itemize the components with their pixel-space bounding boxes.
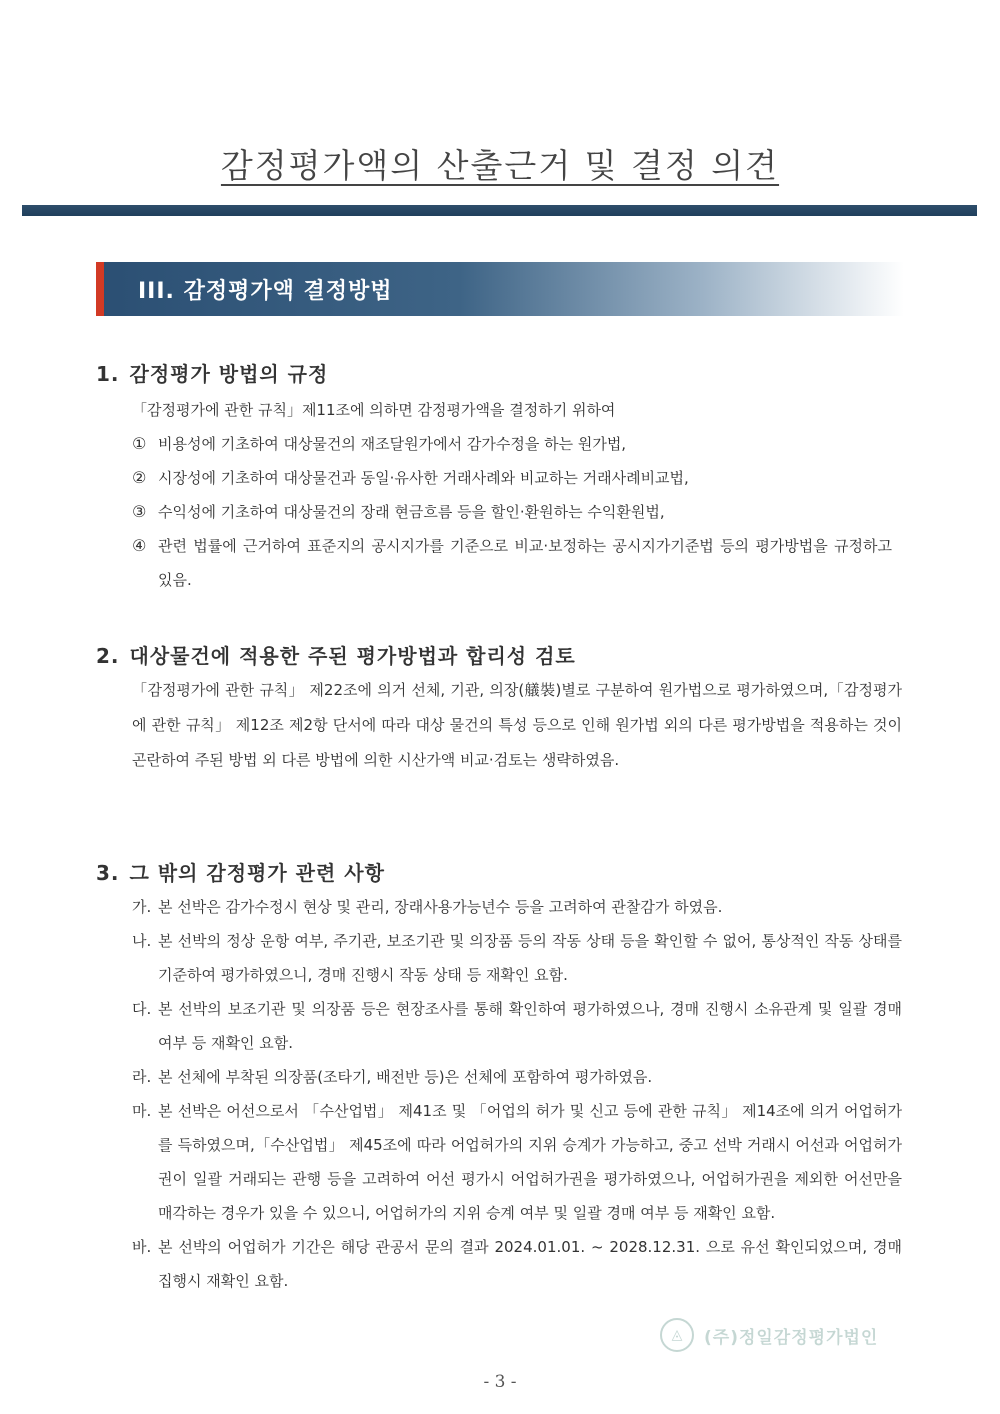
list-item	[132, 529, 892, 597]
list-item-text: 수익성에 기초하여 대상물건의 장래 현금흐름 등을 할인·환원하는 수익환원법,	[158, 503, 665, 521]
list-item	[132, 495, 892, 529]
list-item-text: 비용성에 기초하여 대상물건의 재조달원가에서 감가수정을 하는 원가법,	[158, 435, 627, 453]
section2-body	[132, 673, 902, 778]
section2-heading	[96, 640, 576, 669]
section-banner-title: III. 감정평가액 결정방법	[138, 279, 393, 304]
list-item-text: 본 선박의 어업허가 기간은 해당 관공서 문의 결과 2024.01.01. ~ 2028.12.31. 으로 유선 확인되었으며, 경매 집행시 재확인 요함.	[158, 1238, 902, 1290]
section2-title: 대상물건에 적용한 주된 평가방법과 합리성 검토	[129, 644, 576, 668]
company-watermark	[660, 1318, 878, 1352]
banner-accent-bar	[96, 262, 104, 316]
list-marker: 마.	[132, 1102, 152, 1120]
list-item-text: 본 선체에 부착된 의장품(조타기, 배전반 등)은 선체에 포함하여 평가하였음.	[158, 1068, 653, 1086]
list-marker: 라.	[132, 1068, 152, 1086]
list-marker: 가.	[132, 898, 152, 916]
list-item	[132, 992, 902, 1060]
section1-number: 1.	[96, 362, 120, 386]
list-marker: 나.	[132, 932, 152, 950]
list-marker: ④	[132, 536, 147, 555]
company-watermark-name: (주)정일감정평가법인	[704, 1327, 879, 1348]
title-divider	[22, 205, 977, 216]
list-item	[132, 1094, 902, 1230]
list-item-text: 본 선박은 감가수정시 현상 및 관리, 장래사용가능년수 등을 고려하여 관찰감가 하였음.	[158, 898, 723, 916]
list-marker: 다.	[132, 1000, 152, 1018]
list-item-text: 관련 법률에 근거하여 표준지의 공시지가를 기준으로 비교·보정하는 공시지가기준법 등의 평가방법을 규정하고 있음.	[158, 537, 892, 589]
page-number: - 3 -	[483, 1372, 517, 1392]
list-marker: 바.	[132, 1238, 152, 1256]
company-logo-icon: ◬	[660, 1318, 694, 1352]
list-item-text: 본 선박의 정상 운항 여부, 주기관, 보조기관 및 의장품 등의 작동 상태 등을 확인할 수 없어, 통상적인 작동 상태를 기준하여 평가하였으니, 경매 진행시 작동 상태 등 재확인 요함.	[158, 932, 902, 984]
document-title: 감정평가액의 산출근거 및 결정 의견	[220, 146, 780, 185]
section1-title: 감정평가 방법의 규정	[129, 362, 329, 386]
list-item-text: 시장성에 기초하여 대상물건과 동일·유사한 거래사례와 비교하는 거래사례비교법,	[158, 469, 689, 487]
section3-list	[132, 890, 902, 1298]
section3-number: 3.	[96, 861, 120, 885]
list-item	[132, 924, 902, 992]
section-banner	[96, 262, 904, 316]
section1-list	[132, 427, 892, 597]
section1-intro-text: 「감정평가에 관한 규칙」제11조에 의하면 감정평가액을 결정하기 위하여	[132, 401, 616, 419]
section2-number: 2.	[96, 644, 120, 668]
section1-heading	[96, 358, 328, 387]
list-marker: ②	[132, 468, 147, 487]
list-item	[132, 427, 892, 461]
section2-paragraph: 「감정평가에 관한 규칙」 제22조에 의거 선체, 기관, 의장(艤裝)별로 구분하여 원가법으로 평가하였으며,「감정평가에 관한 규칙」 제12조 제2항 단서에 따라 대상 물건의 특성 등으로 인해 원가법 외의 다른 평가방법을 적용하는 것이 곤란하여 주된 방법 외 다른 방법에 의한 시산가액 비교·검토는 생략하였음.	[132, 681, 902, 769]
list-item	[132, 1060, 902, 1094]
list-item-text: 본 선박은 어선으로서 「수산업법」 제41조 및 「어업의 허가 및 신고 등에 관한 규칙」 제14조에 의거 어업허가를 득하였으며,「수산업법」 제45조에 따라 어업허가의 지위 승계가 가능하고, 중고 선박 거래시 어선과 어업허가권이 일괄 거래되는 관행 등을 고려하여 어선 평가시 어업허가권을 평가하였으나, 어업허가권을 제외한 어선만을 매각하는 경우가 있을 수 있으니, 어업허가의 지위 승계 여부 및 일괄 경매 여부 등 재확인 요함.	[158, 1102, 902, 1222]
list-item	[132, 1230, 902, 1298]
list-item	[132, 461, 892, 495]
list-marker: ①	[132, 434, 147, 453]
section3-heading	[96, 857, 385, 886]
section1-intro	[132, 393, 912, 427]
list-item-text: 본 선박의 보조기관 및 의장품 등은 현장조사를 통해 확인하여 평가하였으나, 경매 진행시 소유관계 및 일괄 경매 여부 등 재확인 요함.	[158, 1000, 902, 1052]
list-marker: ③	[132, 502, 147, 521]
list-item	[132, 890, 902, 924]
section3-title: 그 밖의 감정평가 관련 사항	[129, 861, 385, 885]
